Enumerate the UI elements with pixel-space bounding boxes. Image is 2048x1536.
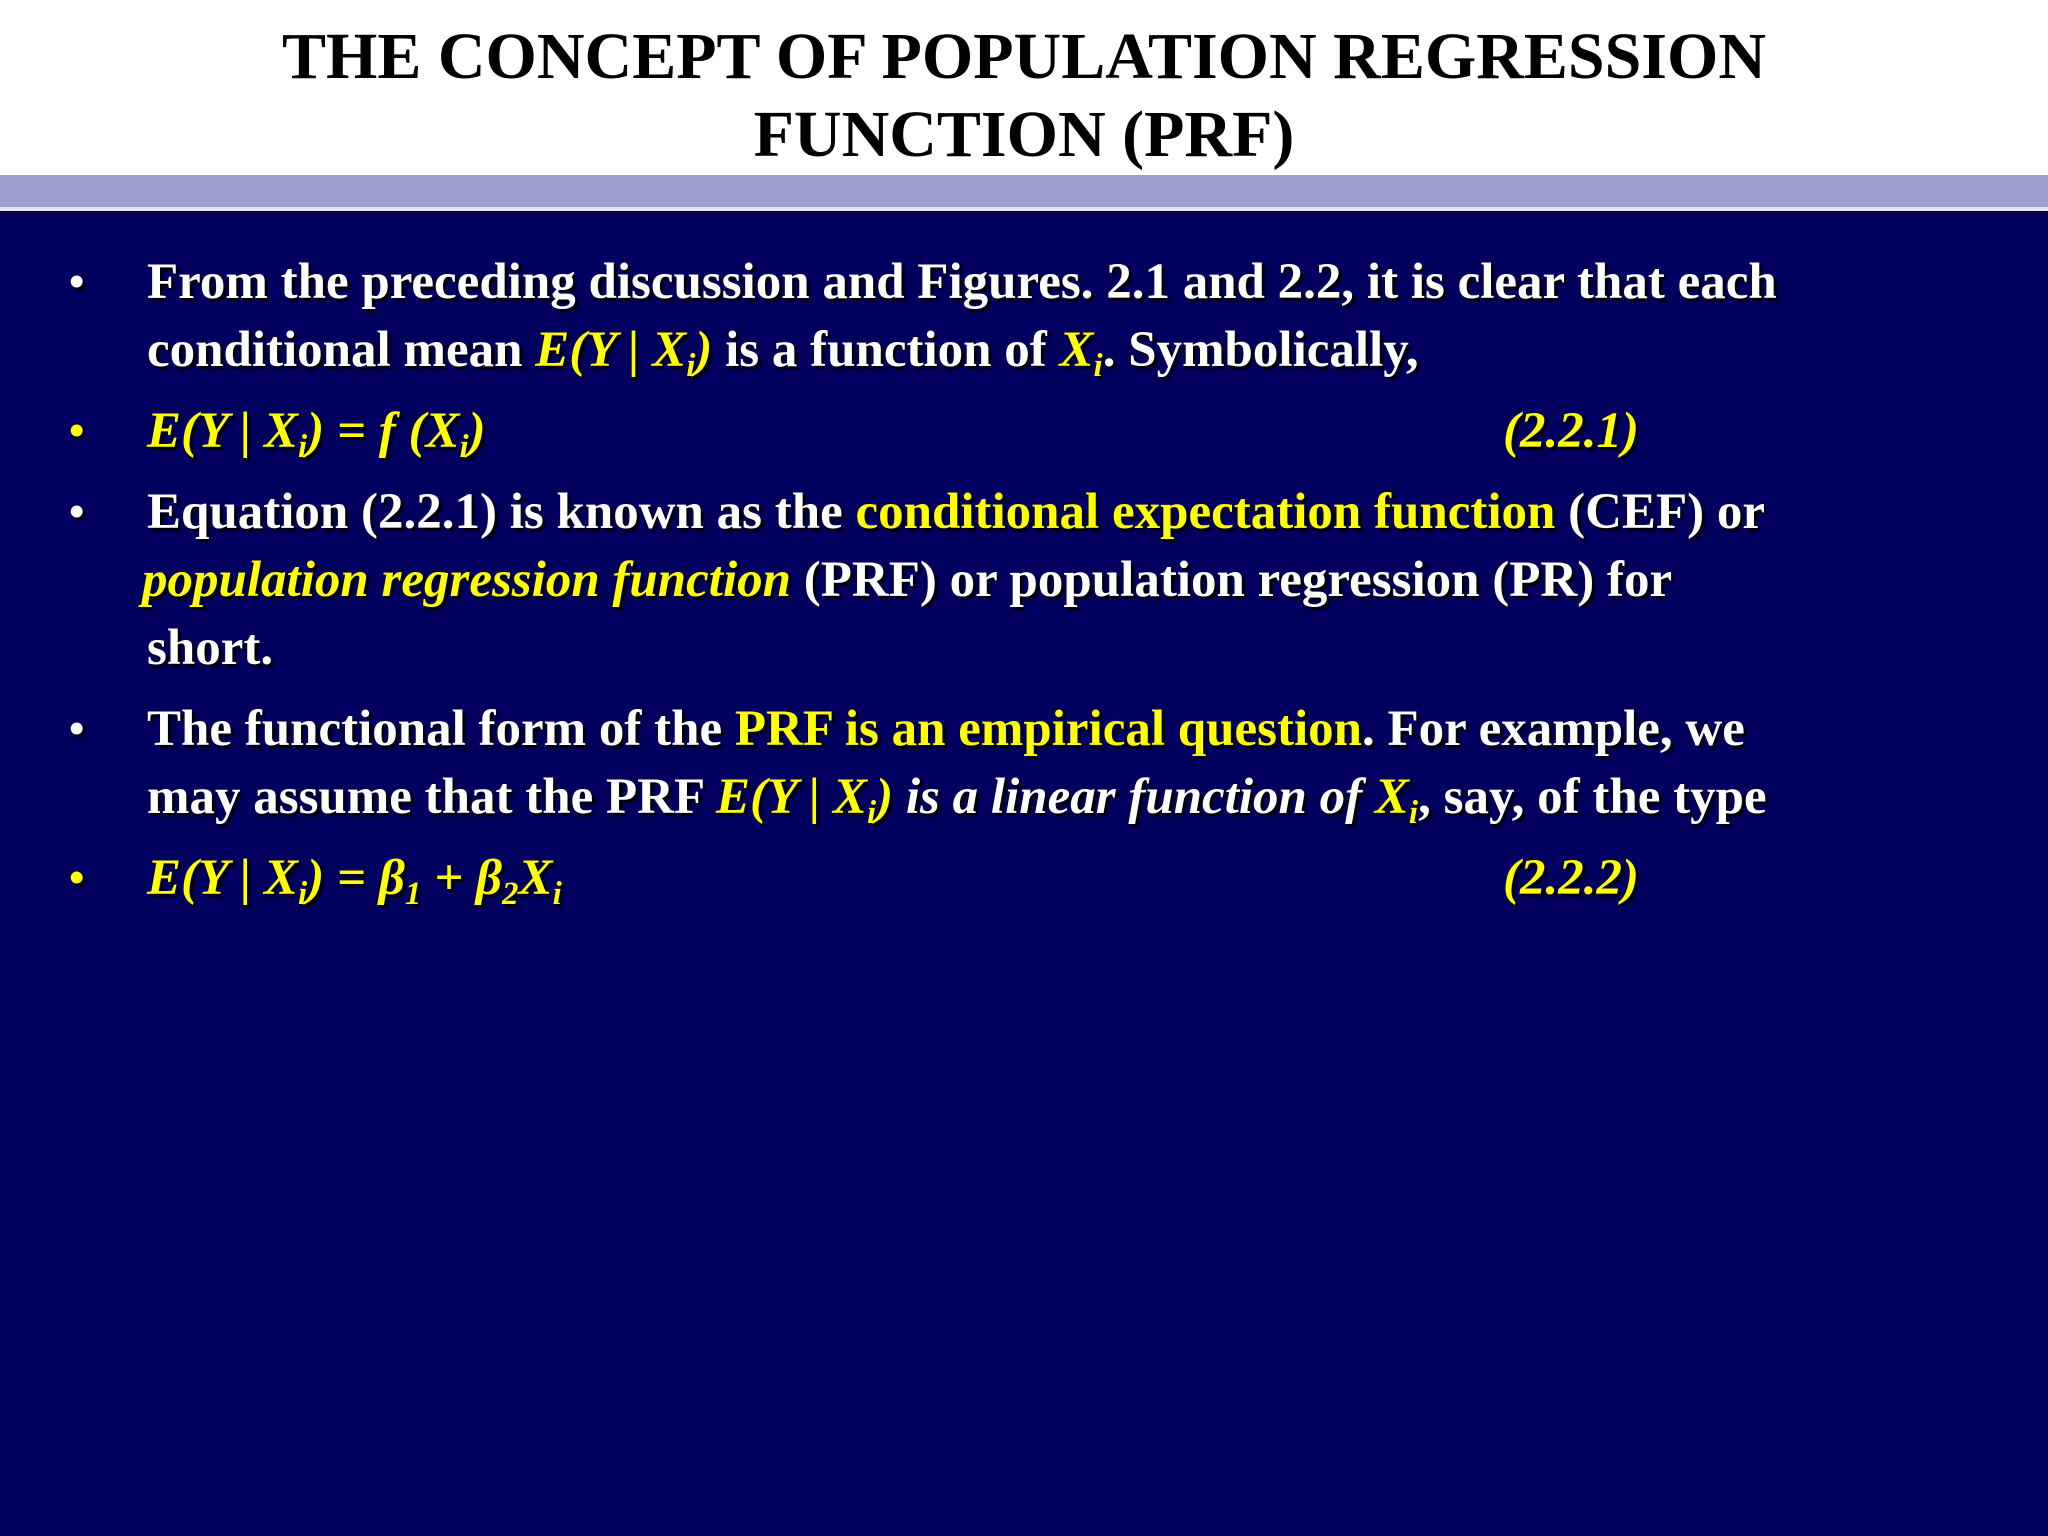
text-run: The functional form of the <box>147 701 735 757</box>
subscript: i <box>1093 348 1103 384</box>
bullet-dot: • <box>69 406 85 455</box>
text-run: E(Y | X <box>715 769 867 825</box>
bullet-prf-intro <box>0 248 2048 384</box>
highlight-prf: population regression function <box>142 552 791 608</box>
subscript: i <box>1408 795 1419 831</box>
subscript: 1 <box>404 876 422 912</box>
conditional-mean-expression <box>715 769 894 831</box>
bullet-3-line-3: short. <box>147 620 274 676</box>
variable-x <box>1059 322 1103 384</box>
text-run: ) <box>695 322 713 378</box>
subscript: i <box>686 348 696 384</box>
bullet-1-line-1: From the preceding discussion and Figures. 2.1 and 2.2, it is clear that each <box>147 254 1777 310</box>
bullet-dot: • <box>69 257 85 306</box>
bullet-cef-definition <box>0 478 2048 682</box>
bullet-1-line-2 <box>147 316 2008 384</box>
title-line-2: FUNCTION (PRF) <box>753 98 1295 171</box>
bullet-3-line-1 <box>147 478 2008 546</box>
slide-body <box>0 248 2048 925</box>
bullet-4-line-2 <box>147 763 2008 831</box>
text-run: conditional mean <box>147 322 536 378</box>
slide-title <box>0 18 2048 174</box>
title-stripe <box>0 175 2048 211</box>
linear-function-text: is a linear function of <box>893 769 1375 825</box>
bullet-dot: • <box>69 853 85 902</box>
equation-number: (2.2.1) <box>1503 403 1639 459</box>
subscript: 2 <box>502 876 519 912</box>
subscript: i <box>459 429 469 465</box>
text-run: X <box>518 850 553 906</box>
equation-number: (2.2.2) <box>1503 850 1639 906</box>
highlight-empirical: PRF is an empirical question <box>734 701 1362 757</box>
text-run: ) = f (X <box>307 403 460 459</box>
text-run: ) = β <box>307 850 405 906</box>
text-run: . For example, we <box>1362 701 1745 757</box>
bullet-dot: • <box>69 487 85 536</box>
text-run: (CEF) or <box>1555 484 1765 540</box>
bullet-dot: • <box>69 704 85 753</box>
bullet-functional-form <box>0 695 2048 831</box>
text-run: (PRF) or population regression (PR) for <box>790 552 1673 608</box>
text-run: Equation (2.2.1) is known as the <box>147 484 856 540</box>
text-run: ) <box>876 769 894 825</box>
subscript: i <box>552 876 562 912</box>
text-run: + β <box>421 850 503 906</box>
text-run: E(Y | X <box>147 403 299 459</box>
text-run: is a function of <box>712 322 1060 378</box>
conditional-mean-expression <box>535 322 713 384</box>
bullet-4-line-1 <box>147 695 2008 763</box>
text-run: may assume that the PRF <box>147 769 716 825</box>
title-line-1: THE CONCEPT OF POPULATION REGRESSION <box>281 20 1766 93</box>
subscript: i <box>298 429 308 465</box>
bullet-3-line-2 <box>142 546 2008 614</box>
equation-2-2-2 <box>147 844 2008 912</box>
highlight-cef: conditional expectation function <box>855 484 1556 540</box>
equation-2-2-1 <box>147 397 2008 465</box>
bullet-equation-2-2-2 <box>0 844 2048 912</box>
title-divider <box>0 207 2048 211</box>
subscript: i <box>298 876 308 912</box>
text-run: , say, of the type <box>1418 769 1767 825</box>
bullet-equation-2-2-1 <box>0 397 2048 465</box>
text-run: . Symbolically, <box>1102 322 1419 378</box>
text-run: E(Y | X <box>147 850 299 906</box>
subscript: i <box>866 795 877 831</box>
text-run: X <box>1374 769 1409 825</box>
text-run: E(Y | X <box>535 322 687 378</box>
variable-x <box>1374 769 1419 831</box>
text-run: ) <box>468 403 486 459</box>
text-run: X <box>1059 322 1094 378</box>
